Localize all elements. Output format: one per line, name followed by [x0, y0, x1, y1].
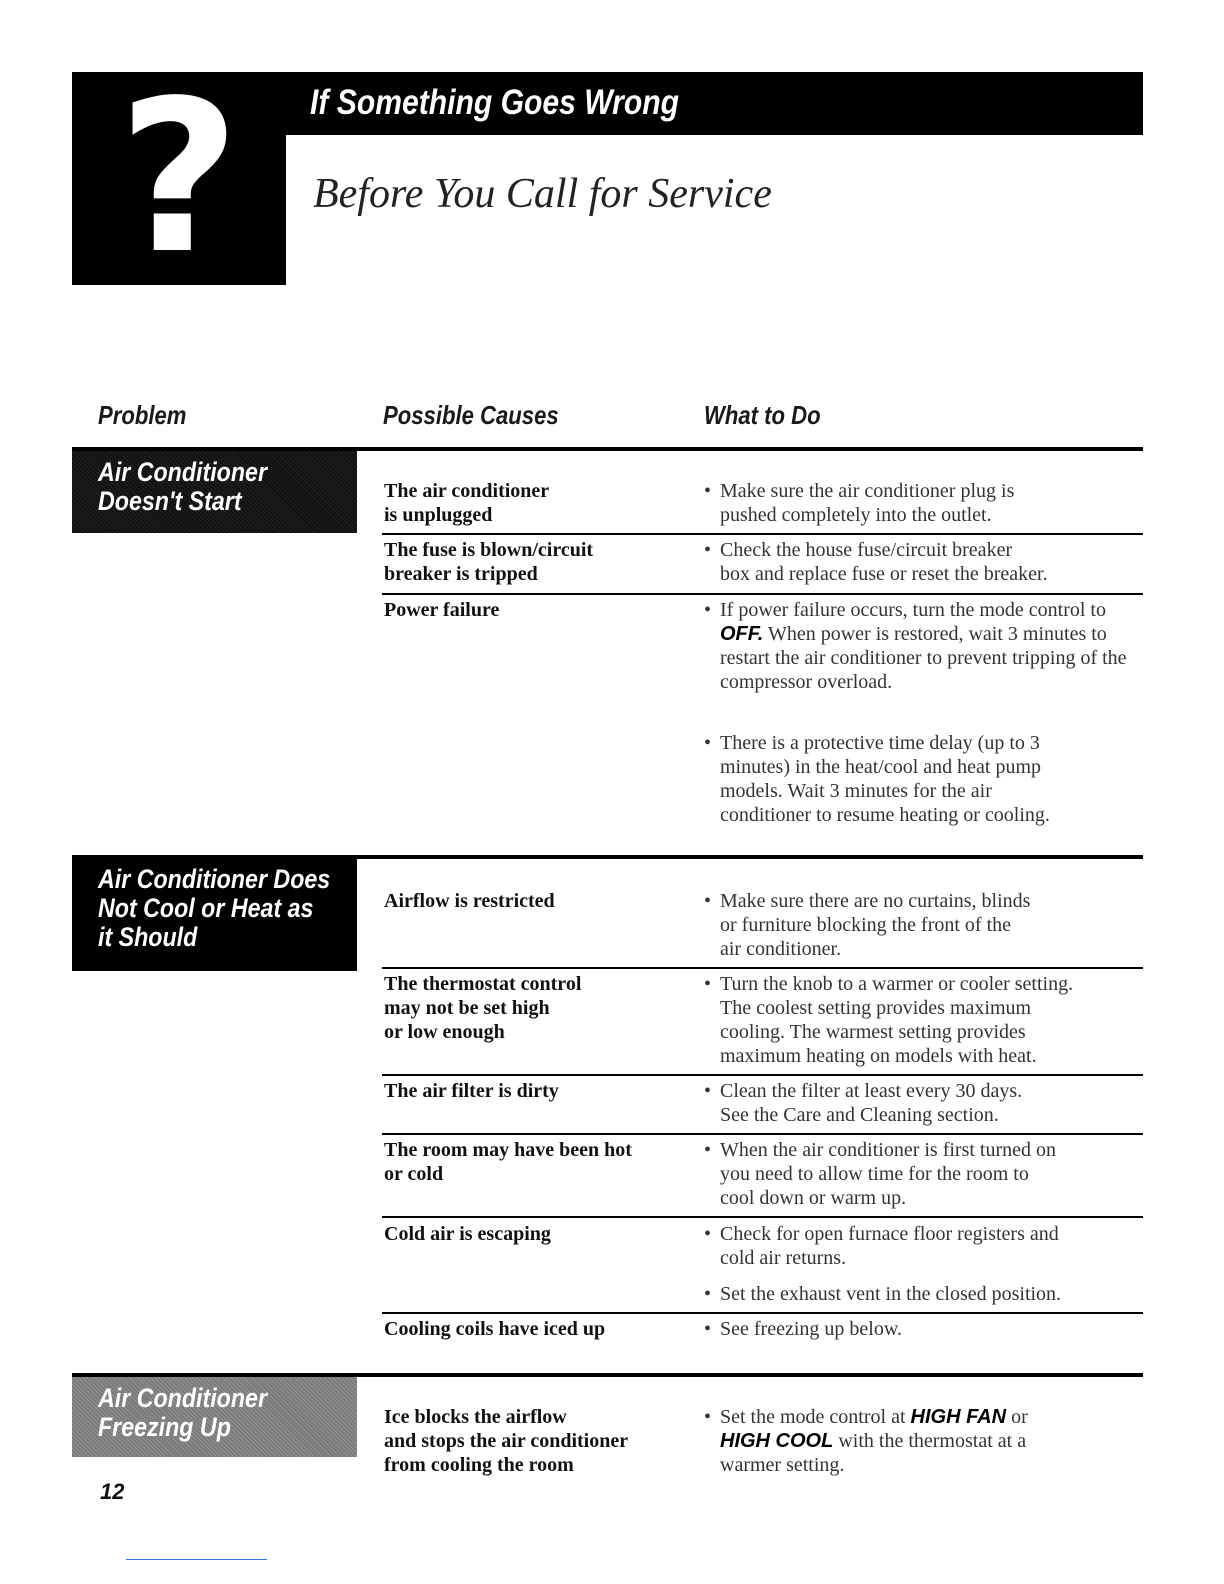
- action-text: with the thermostat at a warmer setting.: [720, 1430, 1027, 1476]
- row-rule: [382, 593, 1143, 595]
- action-item: • Set the exhaust vent in the closed position.: [704, 1282, 1144, 1306]
- action-line: See the Care and Cleaning section.: [720, 1104, 999, 1126]
- cause-airflow-restricted: [384, 889, 684, 913]
- action-line: cooling. The warmest setting provides: [720, 1021, 1026, 1043]
- cause-line: or low enough: [384, 1021, 505, 1043]
- cause-line: Cold air is escaping: [384, 1223, 551, 1245]
- problem-tag-freezing-up: [72, 1377, 357, 1457]
- cause-line: Airflow is restricted: [384, 890, 555, 912]
- action-item: • There is a protective time delay (up to 3 minutes) in the heat/cool and heat pump models. Wait 3 minutes for the air conditioner to resume heating or cooling.: [704, 731, 1144, 827]
- action-line: The coolest setting provides maximum: [720, 997, 1032, 1019]
- action-item: • Turn the knob to a warmer or cooler setting. The coolest setting provides maximum cooling. The warmest setting provides maximum heating on models with heat.: [704, 972, 1144, 1068]
- row-rule: [382, 1133, 1143, 1135]
- action-item: • If power failure occurs, turn the mode control to OFF. When power is restored, wait 3 minutes to restart the air conditioner to prevent tripping of the compressor overload.: [704, 599, 1127, 693]
- mode-high-cool-label: HIGH COOL: [720, 1430, 834, 1452]
- column-header-causes: Possible Causes: [383, 400, 559, 430]
- cause-line: Power failure: [384, 599, 500, 621]
- action-line: pushed completely into the outlet.: [720, 504, 992, 526]
- action-line: you need to allow time for the room to: [720, 1163, 1029, 1185]
- action-item: • Set the mode control at HIGH FAN or HIGH COOL with the thermostat at a warmer setting.: [704, 1406, 1028, 1476]
- cause-line: is unplugged: [384, 504, 493, 526]
- problem-line: Air Conditioner: [98, 1383, 267, 1413]
- action-text: or: [1006, 1406, 1028, 1428]
- page-title: If Something Goes Wrong: [310, 83, 680, 122]
- cause-line: Ice blocks the airflow: [384, 1406, 567, 1428]
- cause-thermostat: [384, 972, 684, 1044]
- problem-tag-not-cool-or-heat: [72, 855, 357, 971]
- action-item: • Check for open furnace floor registers and cold air returns.: [704, 1222, 1144, 1270]
- page-number: 12: [100, 1479, 125, 1504]
- action-text: Set the mode control at: [720, 1406, 911, 1428]
- problem-line: Doesn't Start: [98, 486, 242, 516]
- action-line: conditioner to resume heating or cooling.: [720, 804, 1050, 826]
- column-header-problem: Problem: [98, 400, 187, 430]
- action-line: or furniture blocking the front of the: [720, 914, 1012, 936]
- row-rule: [382, 967, 1143, 969]
- action-item: • Check the house fuse/circuit breaker box and replace fuse or reset the breaker.: [704, 538, 1144, 586]
- cause-line: The air filter is dirty: [384, 1080, 559, 1102]
- action-line: There is a protective time delay (up to 3: [720, 732, 1040, 754]
- cause-line: or cold: [384, 1163, 444, 1185]
- action-line: Clean the filter at least every 30 days.: [720, 1080, 1023, 1102]
- cause-line: and stops the air conditioner: [384, 1430, 629, 1452]
- cause-filter-dirty: [384, 1079, 684, 1103]
- problem-line: it Should: [98, 922, 198, 952]
- action-item: • Make sure the air conditioner plug is pushed completely into the outlet.: [704, 479, 1144, 527]
- cause-line: from cooling the room: [384, 1454, 574, 1476]
- action-item: • When the air conditioner is first turned on you need to allow time for the room to cool down or warm up.: [704, 1138, 1144, 1210]
- action-item: • Make sure there are no curtains, blinds or furniture blocking the front of the air conditioner.: [704, 889, 1144, 961]
- action-line: Turn the knob to a warmer or cooler setting.: [720, 973, 1074, 995]
- action-line: box and replace fuse or reset the breaker.: [720, 563, 1048, 585]
- cause-coils-iced: [384, 1317, 684, 1341]
- column-header-what-to-do: What to Do: [704, 400, 821, 430]
- action-line: Make sure the air conditioner plug is: [720, 480, 1015, 502]
- cause-line: The air conditioner: [384, 480, 550, 502]
- action-line: cold air returns.: [720, 1247, 847, 1269]
- action-text: When power is restored, wait 3 minutes to restart the air conditioner to prevent tripping of the compressor overload.: [720, 623, 1127, 693]
- problem-line: Air Conditioner Does: [98, 864, 331, 894]
- cause-cold-air-escaping: [384, 1222, 684, 1246]
- cause-fuse-blown: [384, 538, 684, 586]
- action-line: air conditioner.: [720, 938, 842, 960]
- question-mark-box: [72, 55, 286, 300]
- page-subtitle: Before You Call for Service: [313, 171, 772, 217]
- problem-line: Not Cool or Heat as: [98, 893, 314, 923]
- cause-line: The thermostat control: [384, 973, 582, 995]
- action-item: • See freezing up below.: [704, 1317, 1144, 1341]
- problem-line: Freezing Up: [98, 1412, 231, 1442]
- cause-line: breaker is tripped: [384, 563, 538, 585]
- action-line: maximum heating on models with heat.: [720, 1045, 1037, 1067]
- action-line: minutes) in the heat/cool and heat pump: [720, 756, 1042, 778]
- row-rule: [382, 1312, 1143, 1314]
- cause-unplugged: [384, 479, 684, 527]
- action-item: • Clean the filter at least every 30 days. See the Care and Cleaning section.: [704, 1079, 1144, 1127]
- action-line: Set the exhaust vent in the closed position.: [720, 1283, 1062, 1305]
- footer-link-line: [126, 1559, 267, 1560]
- cause-ice-blocks: [384, 1405, 684, 1477]
- problem-line: Air Conditioner: [98, 457, 267, 487]
- title-bar: [286, 72, 1143, 135]
- cause-line: may not be set high: [384, 997, 550, 1019]
- cause-line: The fuse is blown/circuit: [384, 539, 594, 561]
- action-line: See freezing up below.: [720, 1318, 902, 1340]
- cause-line: The room may have been hot: [384, 1139, 632, 1161]
- problem-tag-doesnt-start: [72, 451, 357, 533]
- cause-room-hot-cold: [384, 1138, 684, 1186]
- row-rule: [382, 1074, 1143, 1076]
- action-line: Make sure there are no curtains, blinds: [720, 890, 1031, 912]
- mode-high-fan-label: HIGH FAN: [910, 1406, 1007, 1428]
- question-mark-icon: ?: [118, 55, 240, 300]
- action-line: cool down or warm up.: [720, 1187, 907, 1209]
- row-rule: [382, 1216, 1143, 1218]
- action-line: Check for open furnace floor registers and: [720, 1223, 1059, 1245]
- action-line: When the air conditioner is first turned on: [720, 1139, 1057, 1161]
- action-text: If power failure occurs, turn the mode control to: [720, 599, 1106, 621]
- action-line: Check the house fuse/circuit breaker: [720, 539, 1013, 561]
- cause-line: Cooling coils have iced up: [384, 1318, 606, 1340]
- action-line: models. Wait 3 minutes for the air: [720, 780, 992, 802]
- row-rule: [382, 533, 1143, 535]
- mode-off-label: OFF.: [720, 623, 764, 645]
- cause-power-failure: [384, 598, 684, 622]
